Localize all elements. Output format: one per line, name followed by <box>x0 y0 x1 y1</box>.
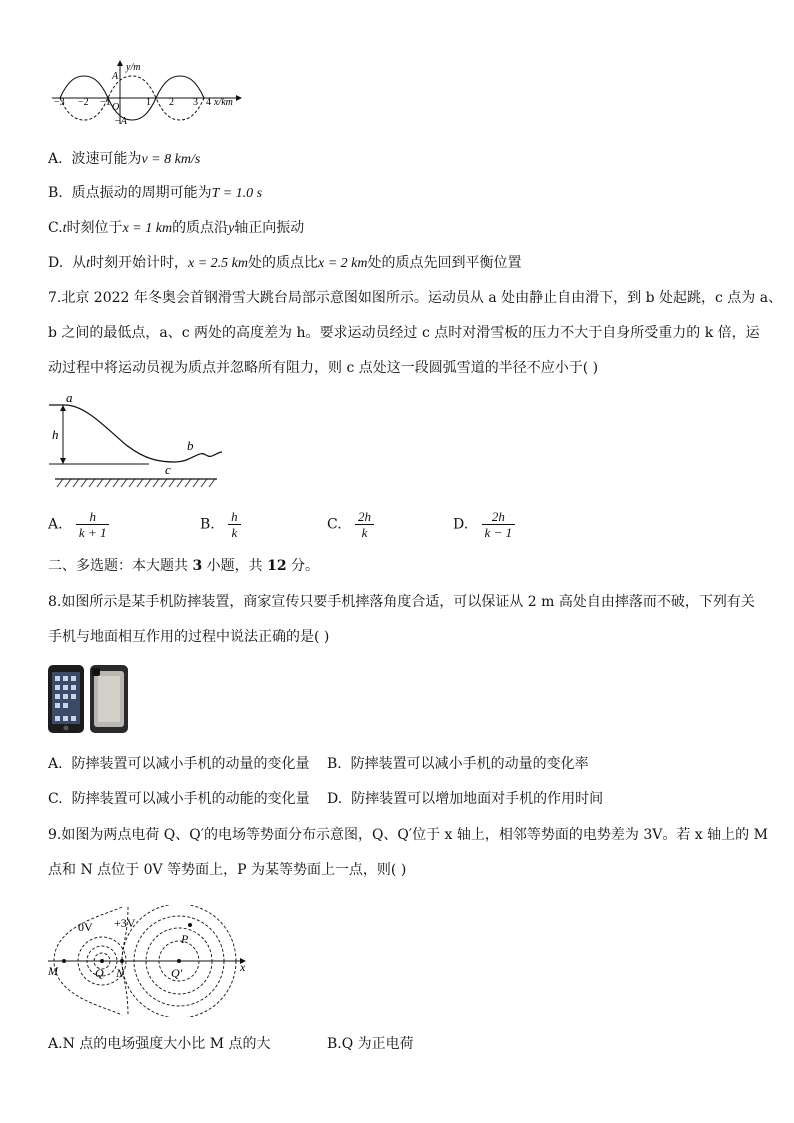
label-N: N <box>116 966 125 980</box>
q7-stem-line2: b 之间的最低点，a、c 两处的高度差为 h。要求运动员经过 c 点时对滑雪板的压力不大于自身所受重力的 k 倍，运 <box>48 325 760 341</box>
fraction: $\frac{h}{k}$ <box>228 509 241 540</box>
q7-option-d: D. $\frac{2h}{k - 1}$ <box>453 509 515 540</box>
q9-option-a: A.N 点的电场强度大小比 M 点的大 <box>48 1036 271 1052</box>
q7-option-c: C. $\frac{2h}{k}$ <box>327 509 374 540</box>
equipotential-figure <box>44 905 254 1017</box>
q7-option-a: A. $\frac{h}{k + 1}$ <box>48 509 109 540</box>
point-P <box>188 923 192 927</box>
slope-curve <box>49 405 222 462</box>
wave-tick: 2 <box>169 97 174 108</box>
wave-tick: −1 <box>100 97 111 108</box>
q6-option-a: A. 波速可能为v = 8 km/s <box>48 151 201 167</box>
q7-stem-line3: 动过程中将运动员视为质点并忽略所有阻力，则 c 点处这一段圆弧雪道的半径不应小于( ) <box>48 360 599 376</box>
wave-amp-neg: −A <box>114 116 127 127</box>
wave-origin: O <box>112 102 120 113</box>
q8-option-c: C. 防摔装置可以减小手机的动能的变化量 <box>48 791 310 807</box>
label-3V: +3V <box>114 916 136 930</box>
label-0V: 0V <box>78 920 93 934</box>
q9-stem-line2: 点和 N 点位于 0V 等势面上，P 为某等势面上一点，则( ) <box>48 862 407 878</box>
point-a-label: a <box>66 392 73 405</box>
label-P: P <box>181 932 189 946</box>
q9-option-b: B.Q 为正电荷 <box>327 1036 414 1052</box>
wave-figure <box>50 58 250 128</box>
q9-stem-line1: 9.如图为两点电荷 Q、Q′的电场等势面分布示意图，Q、Q′位于 x 轴上，相邻等势面的电势差为 3V。若 x 轴上的 M <box>48 827 768 843</box>
section-heading: 二、多选题：本大题共 3 小题，共 12 分。 <box>48 558 320 574</box>
wave-tick: 4 <box>206 97 211 108</box>
q8-option-b: B. 防摔装置可以减小手机的动量的变化率 <box>327 756 589 772</box>
height-h-label: h <box>52 427 59 442</box>
q8-option-d: D. 防摔装置可以增加地面对手机的作用时间 <box>327 791 604 807</box>
label-x: x <box>240 960 246 974</box>
wave-amp-pos: A <box>112 71 119 82</box>
point-N <box>120 959 124 963</box>
phone-back <box>90 665 128 733</box>
fraction: $\frac{2h}{k}$ <box>355 509 374 540</box>
fraction: $\frac{2h}{k - 1}$ <box>482 509 516 540</box>
q6-option-b: B. 质点振动的周期可能为T = 1.0 s <box>48 185 263 201</box>
point-M <box>62 959 66 963</box>
phone-case-image <box>47 664 129 734</box>
wave-ylabel: y/m <box>126 62 141 73</box>
q8-stem-line1: 8.如图所示是某手机防摔装置，商家宣传只要手机摔落角度合适，可以保证从 2 m 高处自由摔落而不破，下列有关 <box>48 594 755 610</box>
label-Q: Q <box>95 966 104 980</box>
wave-tick: 1 <box>146 97 151 108</box>
q7-option-b: B. $\frac{h}{k}$ <box>200 509 241 540</box>
wave-tick: −3 <box>54 97 65 108</box>
charge-Q <box>100 959 104 963</box>
q6-option-c: C.t时刻位于x = 1 km的质点沿y轴正向振动 <box>48 220 305 236</box>
q7-stem-line1: 7.北京 2022 年冬奥会首钢滑雪大跳台局部示意图如图所示。运动员从 a 处由静止自由滑下，到 b 处起跳，c 点为 a、 <box>48 290 783 306</box>
ski-jump-figure <box>45 392 225 494</box>
q8-option-a: A. 防摔装置可以减小手机的动量的变化量 <box>48 756 310 772</box>
charge-Qprime <box>177 959 181 963</box>
fraction: $\frac{h}{k + 1}$ <box>76 509 110 540</box>
wave-xlabel: x/km <box>214 97 233 108</box>
point-b-label: b <box>187 438 194 453</box>
q8-stem-line2: 手机与地面相互作用的过程中说法正确的是( ) <box>48 629 330 645</box>
label-Qprime: Q′ <box>171 966 183 980</box>
point-c-label: c <box>165 462 171 477</box>
label-M: M <box>48 964 58 978</box>
q6-option-d: D. 从t时刻开始计时，x = 2.5 km处的质点比x = 2 km处的质点先回到平衡位置 <box>48 255 522 271</box>
wave-tick: 3 <box>193 97 198 108</box>
wave-tick: −2 <box>78 97 89 108</box>
phone-front <box>48 665 84 733</box>
